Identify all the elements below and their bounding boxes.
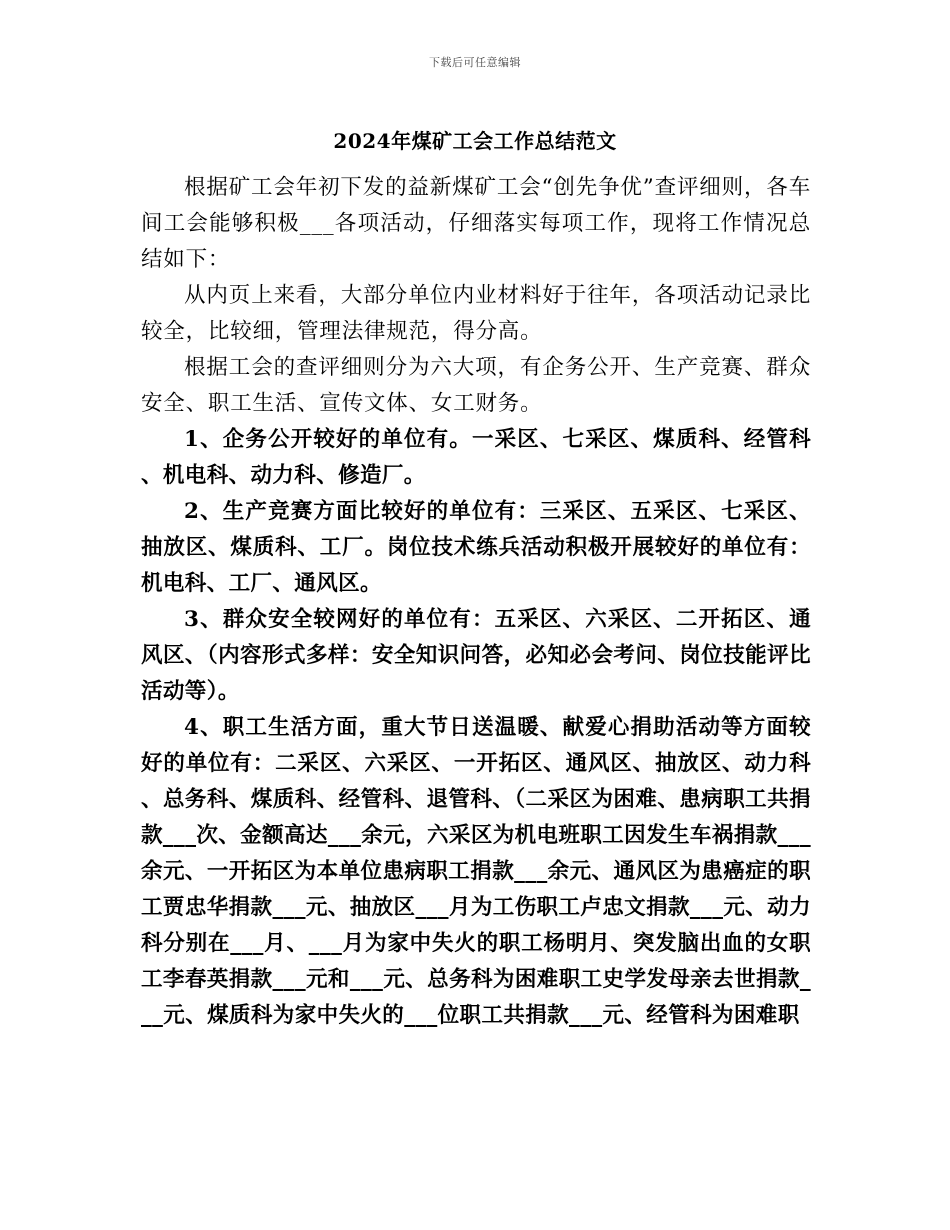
paragraph-item-1-affairs-disclosure: 1、企务公开较好的单位有。一采区、七采区、煤质科、经管科、机电科、动力科、修造厂。 xyxy=(141,427,811,488)
paragraph-item-2-production-competition: 2、生产竞赛方面比较好的单位有：三采区、五采区、七采区、抽放区、煤质科、工厂。岗位技术练兵活动积极开展较好的单位有：机电科、工厂、通风区。 xyxy=(141,499,811,596)
paragraph-evaluation-categories: 根据工会的查评细则分为六大项，有企务公开、生产竞赛、群众安全、职工生活、宣传文体、女工财务。 xyxy=(141,355,811,416)
paragraph-item-3-mass-safety: 3、群众安全较网好的单位有：五采区、六采区、二开拓区、通风区、（内容形式多样：安全知识问答，必知必会考问、岗位技能评比活动等）。 xyxy=(141,607,811,704)
paragraph-internal-materials: 从内页上来看，大部分单位内业材料好于往年，各项活动记录比较全，比较细，管理法律规范，得分高。 xyxy=(141,283,811,344)
document-title: 2024年煤矿工会工作总结范文 xyxy=(333,129,617,153)
document-body xyxy=(141,170,811,1034)
paragraph-intro: 根据矿工会年初下发的益新煤矿工会“创先争优”查评细则，各车间工会能够积极___各项活动，仔细落实每项工作，现将工作情况总结如下： xyxy=(141,175,811,272)
page-header-note: 下载后可任意编辑 xyxy=(429,56,521,69)
paragraph-item-4-worker-life: 4、职工生活方面，重大节日送温暖、献爱心捐助活动等方面较好的单位有：二采区、六采区、一开拓区、通风区、抽放区、动力科、总务科、煤质科、经管科、退管科、（二采区为困难、患病职工共捐款___次、金额高达___余元，六采区为机电班职工因发生车祸捐款___余元、一开拓区为本单位患病职工捐款___余元、通风区为患癌症的职工贾忠华捐款___元、抽放区___月为工伤职工卢忠文捐款___元、动力科分别在___月、___月为家中失火的职工杨明月、突发脑出血的女职工李春英捐款___元和___元、总务科为困难职工史学发母亲去世捐款___元、煤质科为家中失火的___位职工共捐款___元、经管科为困难职 xyxy=(141,715,811,1028)
